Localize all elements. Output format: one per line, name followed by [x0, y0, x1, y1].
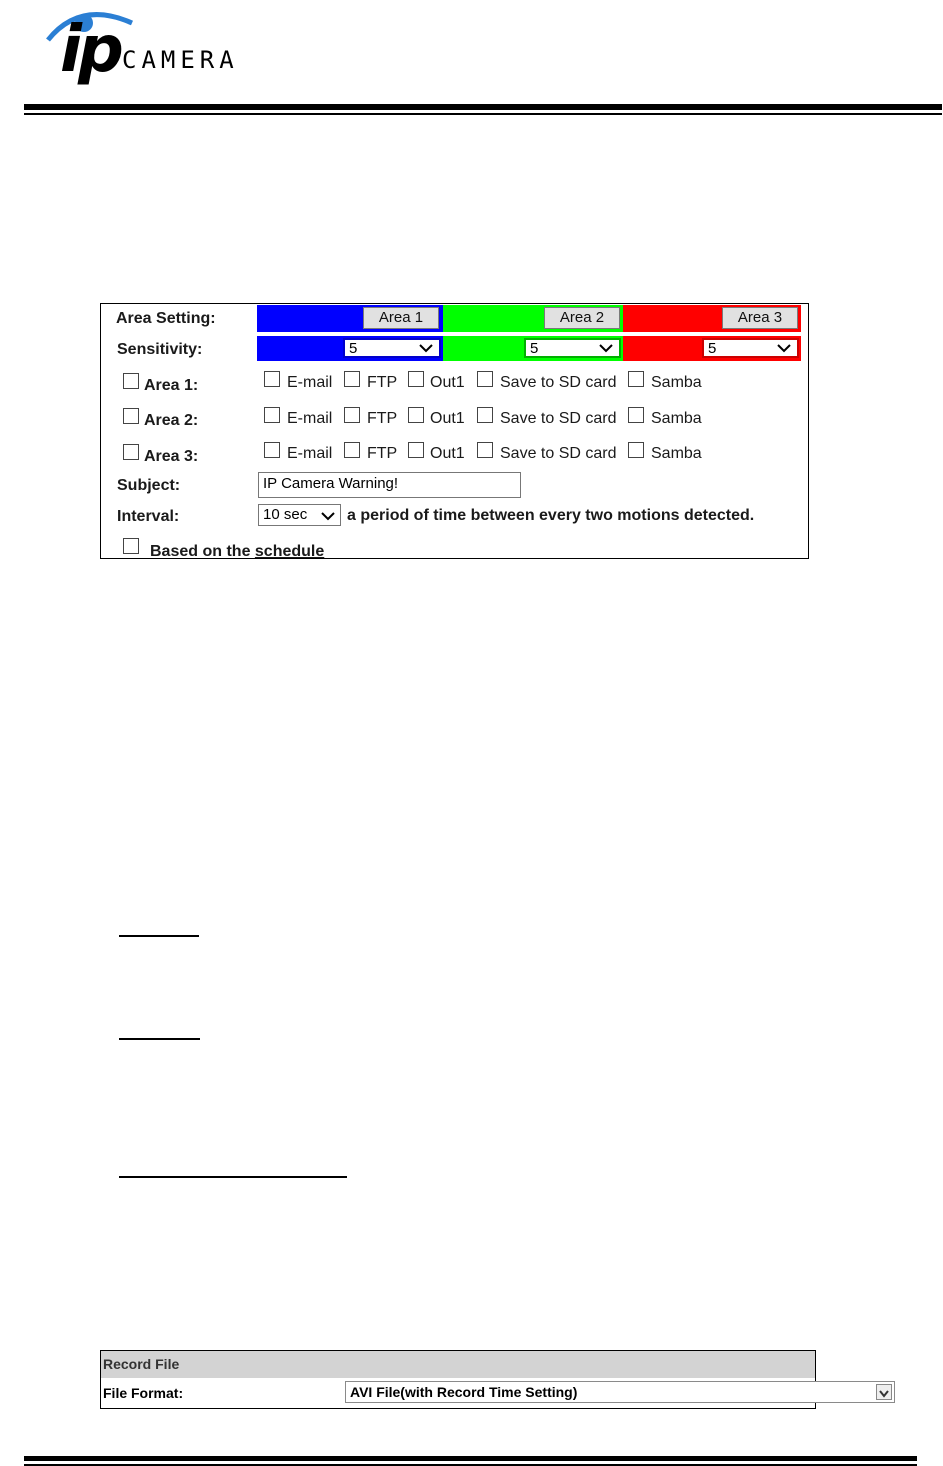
subject-label: Subject:	[117, 477, 181, 494]
area1-sensitivity-bar	[257, 336, 443, 361]
area3-out1-label: Out1	[430, 445, 465, 462]
interval-select[interactable]	[258, 504, 341, 526]
chevron-down-icon	[419, 342, 433, 354]
area1-samba-label: Samba	[651, 374, 702, 391]
area1-email-label: E-mail	[287, 374, 333, 391]
area2-sensitivity-select[interactable]	[524, 338, 621, 358]
area2-color-bar	[443, 305, 623, 332]
area1-email-checkbox[interactable]	[264, 371, 280, 387]
area3-row-label: Area 3:	[144, 448, 199, 465]
schedule-link[interactable]: schedule	[254, 543, 325, 560]
area2-ftp-label: FTP	[367, 410, 398, 427]
interval-value: 10 sec	[263, 506, 308, 523]
chevron-down-icon	[321, 510, 335, 522]
area3-ftp-label: FTP	[367, 445, 398, 462]
area3-color-bar	[623, 305, 801, 332]
file-format-value: AVI File(with Record Time Setting)	[350, 1384, 578, 1400]
area3-sdcard-label: Save to SD card	[500, 445, 617, 462]
schedule-prefix: Based on the	[150, 543, 255, 560]
area2-row-label: Area 2:	[144, 412, 199, 429]
header-rule-thin	[24, 113, 942, 115]
area2-email-label: E-mail	[287, 410, 333, 427]
area3-sdcard-checkbox[interactable]	[477, 442, 493, 458]
area2-enable-checkbox[interactable]	[123, 408, 139, 424]
area1-button[interactable]: Area 1	[363, 307, 439, 329]
area2-out1-checkbox[interactable]	[408, 407, 424, 423]
area1-out1-label: Out1	[430, 374, 465, 391]
ip-camera-logo	[40, 5, 300, 95]
area3-out1-checkbox[interactable]	[408, 442, 424, 458]
area1-sdcard-label: Save to SD card	[500, 374, 617, 391]
area1-ftp-checkbox[interactable]	[344, 371, 360, 387]
area3-sensitivity-bar	[623, 336, 801, 361]
section-heading-underline-2	[119, 1038, 200, 1040]
area3-samba-label: Samba	[651, 445, 702, 462]
area1-out1-checkbox[interactable]	[408, 371, 424, 387]
record-file-header: Record File	[101, 1351, 815, 1378]
file-format-label: File Format:	[103, 1385, 184, 1401]
header-rule	[24, 104, 942, 110]
schedule-checkbox[interactable]	[123, 538, 139, 554]
area2-email-checkbox[interactable]	[264, 407, 280, 423]
area2-samba-label: Samba	[651, 410, 702, 427]
area2-sdcard-label: Save to SD card	[500, 410, 617, 427]
area2-ftp-checkbox[interactable]	[344, 407, 360, 423]
area3-sensitivity-select[interactable]	[702, 338, 799, 358]
section-heading-underline-1	[119, 935, 199, 937]
area3-button[interactable]: Area 3	[722, 307, 798, 329]
area1-row-label: Area 1:	[144, 377, 199, 394]
area3-email-label: E-mail	[287, 445, 333, 462]
chevron-down-icon	[599, 342, 613, 354]
file-format-select[interactable]	[345, 1381, 895, 1403]
section-heading-underline-3	[119, 1176, 347, 1178]
logo-ip-text: ip	[60, 13, 120, 87]
subject-input[interactable]: IP Camera Warning!	[258, 472, 521, 498]
footer-rule	[24, 1456, 917, 1461]
area1-sensitivity-select[interactable]	[343, 338, 441, 358]
chevron-down-icon	[777, 342, 791, 354]
sensitivity-label: Sensitivity:	[117, 341, 203, 358]
area-setting-label: Area Setting:	[116, 310, 216, 327]
schedule-label	[150, 543, 324, 561]
motion-detection-panel	[100, 303, 809, 559]
area2-button[interactable]: Area 2	[544, 307, 620, 329]
area1-color-bar	[257, 305, 443, 332]
area2-sensitivity-value: 5	[530, 340, 539, 357]
interval-description: a period of time between every two motions detected.	[347, 507, 755, 524]
record-file-panel	[100, 1350, 816, 1409]
interval-label: Interval:	[117, 508, 180, 525]
area3-enable-checkbox[interactable]	[123, 444, 139, 460]
area3-ftp-checkbox[interactable]	[344, 442, 360, 458]
area2-samba-checkbox[interactable]	[628, 407, 644, 423]
dropdown-arrow-icon	[876, 1384, 892, 1400]
area2-sdcard-checkbox[interactable]	[477, 407, 493, 423]
area3-email-checkbox[interactable]	[264, 442, 280, 458]
logo-camera-text: CAMERA	[122, 46, 239, 74]
area1-sdcard-checkbox[interactable]	[477, 371, 493, 387]
area1-sensitivity-value: 5	[349, 340, 358, 357]
area2-sensitivity-bar	[443, 336, 623, 361]
area3-samba-checkbox[interactable]	[628, 442, 644, 458]
area2-out1-label: Out1	[430, 410, 465, 427]
area3-sensitivity-value: 5	[708, 340, 717, 357]
area1-enable-checkbox[interactable]	[123, 373, 139, 389]
area1-ftp-label: FTP	[367, 374, 398, 391]
area1-samba-checkbox[interactable]	[628, 371, 644, 387]
